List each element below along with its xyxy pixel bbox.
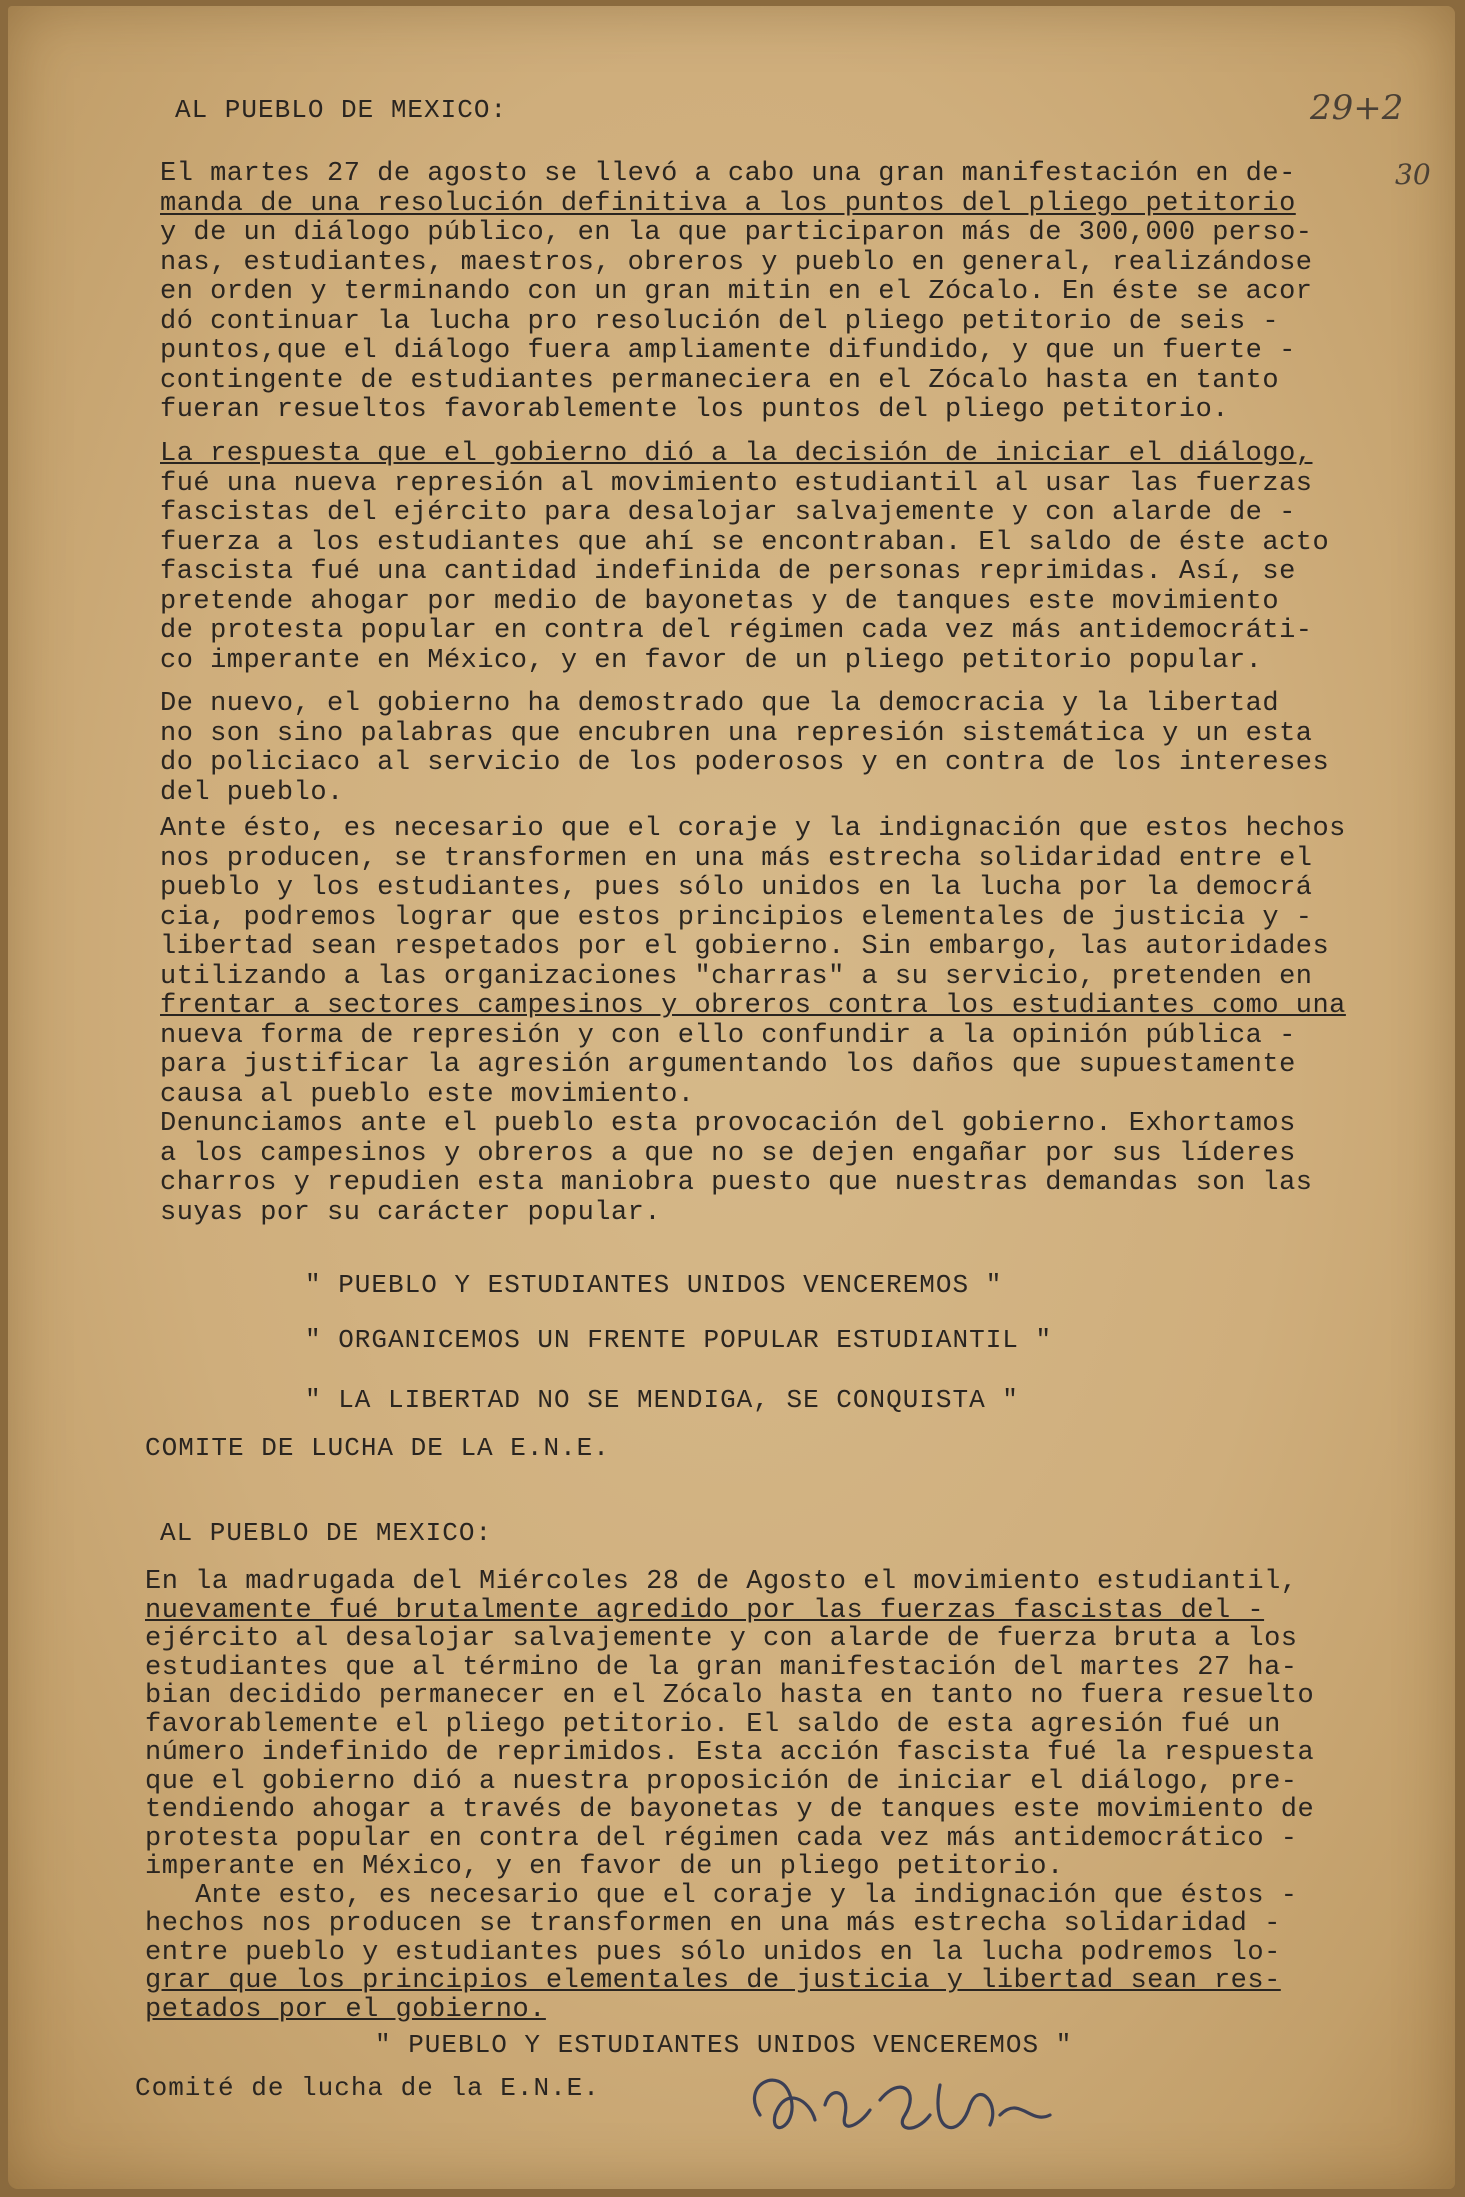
text-line: suyas por su carácter popular. (160, 1197, 662, 1228)
text-line: utilizando a las organizaciones "charras" a su servicio, pretenden en (160, 961, 1313, 992)
archive-number-annotation-2: 30 (1395, 158, 1431, 191)
text-line: Ante ésto, es necesario que el coraje y la indignación que estos hechos (160, 814, 1346, 844)
section1-paragraph-5 (160, 1110, 1370, 1228)
slogan-3: " LA LIBERTAD NO SE MENDIGA, SE CONQUISTA " (305, 1385, 1019, 1415)
text-line: a los campesinos y obreros a que no se dejen engañar por sus líderes (160, 1138, 1296, 1169)
section1-paragraph-3 (160, 690, 1370, 808)
text-line: y de un diálogo público, en la que participaron más de 300,000 perso- (160, 218, 1313, 248)
text-line: de protesta popular en contra del régimen cada vez más antidemocráti- (160, 616, 1313, 646)
section2-paragraph (145, 1568, 1355, 2024)
text-line: pretende ahogar por medio de bayonetas y de tanques este movimiento (160, 586, 1280, 617)
text-line: número indefinido de reprimidos. Esta acción fascista fué la respuesta (145, 1738, 1315, 1768)
text-line: cia, podremos lograr que estos principios elementales de justicia y - (160, 902, 1313, 933)
text-line: para justificar la agresión argumentando los daños que supuestamente (160, 1050, 1296, 1080)
section2-signature: Comité de lucha de la E.N.E. (135, 2073, 600, 2103)
text-line: contingente de estudiantes permaneciera en el Zócalo hasta en tanto (160, 365, 1280, 396)
text-line: no son sino palabras que encubren una represión sistemática y un esta (160, 718, 1313, 749)
text-line: fascista fué una cantidad indefinida de personas reprimidas. Así, se (160, 557, 1296, 587)
text-line-underlined: frentar a sectores campesinos y obreros contra los estudiantes como una (160, 991, 1346, 1021)
text-line: causa al pueblo este movimiento. (160, 1079, 695, 1110)
text-line: estudiantes que al término de la gran manifestación del martes 27 ha- (145, 1652, 1298, 1683)
text-line: ejército al desalojar salvajemente y con alarde de fuerza bruta a los (145, 1624, 1298, 1654)
text-line: favorablemente el pliego petitorio. El saldo de esta agresión fué un (145, 1709, 1281, 1740)
text-line-underlined: nuevamente fué brutalmente agredido por las fuerzas fascistas del - (145, 1595, 1265, 1626)
text-line: co imperante en México, y en favor de un pliego petitorio popular. (160, 645, 1263, 676)
text-line: en orden y terminando con un gran mitin en el Zócalo. En éste se acor (160, 277, 1313, 307)
text-line: fascistas del ejército para desalojar salvajemente y con alarde de - (160, 498, 1296, 528)
text-line: do policiaco al servicio de los poderosos y en contra de los intereses (160, 748, 1330, 778)
text-line: puntos,que el diálogo fuera ampliamente difundido, y que un fuerte - (160, 336, 1296, 366)
text-line: del pueblo. (160, 777, 344, 808)
handwritten-signature (730, 2045, 1080, 2155)
section1-heading: AL PUEBLO DE MEXICO: (175, 95, 508, 125)
text-line: nas, estudiantes, maestros, obreros y pueblo en general, realizándose (160, 247, 1313, 278)
archive-number-annotation: 29+2 (1310, 88, 1404, 128)
text-line: Ante esto, es necesario que el coraje y la indignación que éstos - (145, 1880, 1298, 1911)
text-line: De nuevo, el gobierno ha demostrado que la democracia y la libertad (160, 689, 1280, 719)
text-line: fué una nueva represión al movimiento estudiantil al usar las fuerzas (160, 468, 1313, 499)
text-line: fueran resueltos favorablemente los puntos del pliego petitorio. (160, 395, 1229, 425)
text-line: nos producen, se transformen en una más estrecha solidaridad entre el (160, 843, 1313, 874)
section1-signature: COMITE DE LUCHA DE LA E.N.E. (145, 1433, 610, 1463)
section1-paragraph-4 (160, 815, 1370, 1110)
text-line-underlined: petados por el gobierno. (145, 1994, 546, 2025)
text-line: Denunciamos ante el pueblo esta provocación del gobierno. Exhortamos (160, 1109, 1296, 1139)
text-line: El martes 27 de agosto se llevó a cabo una gran manifestación en de- (160, 159, 1296, 189)
text-line: pueblo y los estudiantes, pues sólo unidos en la lucha por la democrá (160, 873, 1313, 903)
slogan-1: " PUEBLO Y ESTUDIANTES UNIDOS VENCEREMOS " (305, 1270, 1003, 1300)
text-line: bian decidido permanecer en el Zócalo hasta en tanto no fuera resuelto (145, 1681, 1315, 1711)
text-line: En la madrugada del Miércoles 28 de Agosto el movimiento estudiantil, (145, 1567, 1298, 1597)
text-line: libertad sean respetados por el gobierno. Sin embargo, las autoridades (160, 932, 1330, 962)
section2-heading: AL PUEBLO DE MEXICO: (160, 1518, 493, 1548)
section1-paragraph-1 (160, 160, 1370, 426)
text-line-underlined: manda de una resolución definitiva a los puntos del pliego petitorio (160, 188, 1296, 219)
text-line: tendiendo ahogar a través de bayonetas y de tanques este movimiento de (145, 1795, 1315, 1825)
text-line: nueva forma de represión y con ello confundir a la opinión pública - (160, 1020, 1296, 1051)
text-line: charros y repudien esta maniobra puesto que nuestras demandas son las (160, 1168, 1313, 1198)
text-line: dó continuar la lucha pro resolución del pliego petitorio de seis - (160, 306, 1280, 337)
text-line: fuerza a los estudiantes que ahí se encontraban. El saldo de éste acto (160, 527, 1330, 558)
section1-paragraph-2 (160, 440, 1370, 676)
slogan-2: " ORGANICEMOS UN FRENTE POPULAR ESTUDIANTIL " (305, 1325, 1053, 1355)
text-line: protesta popular en contra del régimen cada vez más antidemocrático - (145, 1823, 1298, 1854)
text-line: imperante en México, y en favor de un pliego petitorio. (145, 1852, 1064, 1882)
text-line: hechos nos producen se transformen en una más estrecha solidaridad - (145, 1909, 1281, 1939)
text-line-underlined: La respuesta que el gobierno dió a la decisión de iniciar el diálogo, (160, 439, 1313, 469)
text-line-underlined: grar que los principios elementales de justicia y libertad sean res- (145, 1966, 1281, 1996)
text-line: entre pueblo y estudiantes pues sólo unidos en la lucha podremos lo- (145, 1937, 1281, 1968)
slogan-4: " PUEBLO Y ESTUDIANTES UNIDOS VENCEREMOS " (375, 2030, 1073, 2060)
text-line: que el gobierno dió a nuestra proposición de iniciar el diálogo, pre- (145, 1766, 1298, 1797)
